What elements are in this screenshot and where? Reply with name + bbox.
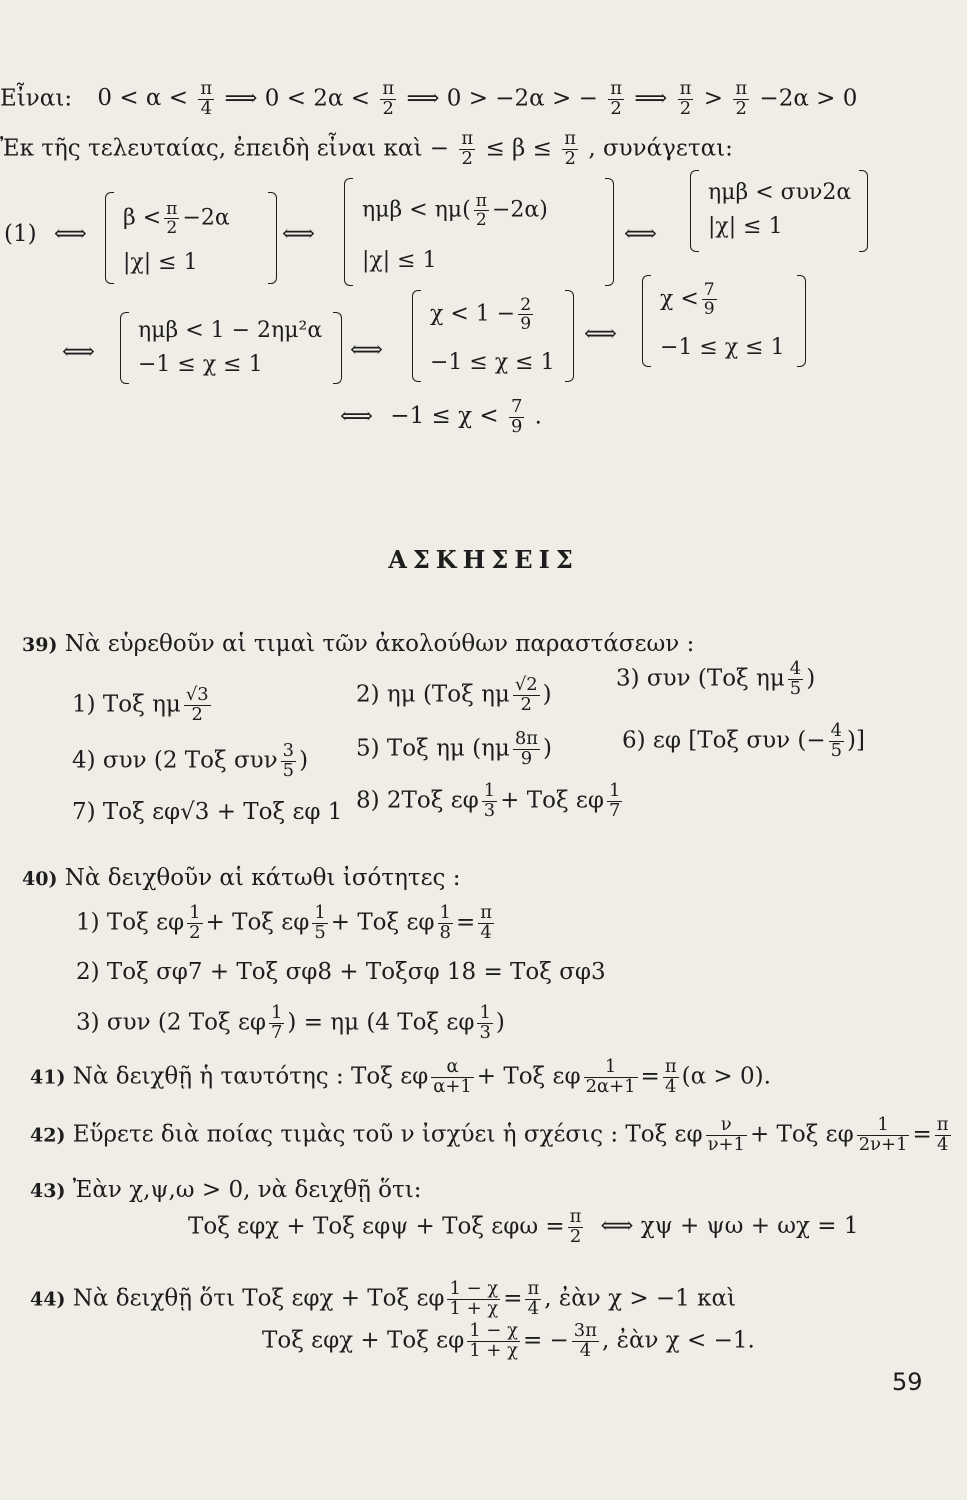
frac-pi-2: $\frac{\pi}{2}$ [382,78,395,119]
final-conclusion: ⟺ −1 ≤ χ < $\frac{7}{9}$ . [340,396,542,437]
ex39-item-8: 8) 2Τοξ εφ $\frac{1}{3}$ + Τοξ εφ $\frac{1}{7}$ [356,780,621,821]
exercise-42: 42) Εὕρετε διὰ ποίας τιμὰς τοῦ ν ἰσχύει ἡ σχέσις : Τοξ εφ $\frac{\nu}{\nu+1}$ + Τοξ εφ $\frac{1}{2\nu+1}$ = $\frac{\pi}{4}$ [30,1114,949,1155]
ex40-line-1: 1) Τοξ εφ $\frac{1}{2}$ + Τοξ εφ $\frac{1}{5}$ + Τοξ εφ $\frac{1}{8}$ = $\frac{\pi}{4}$ [76,902,493,943]
frac-pi-2: $\frac{\pi}{2}$ [610,78,622,119]
ineq-b: ⟹ 0 < 2α < [224,85,371,112]
equiv-arrow: ⟺ [282,221,315,247]
equiv-arrow: ⟺ [624,221,657,247]
ex40-line-3: 3) συν (2 Τοξ εφ $\frac{1}{7}$ ) = ημ (4 Τοξ εφ $\frac{1}{3}$ ) [76,1002,505,1043]
frac-pi-2: $\frac{\pi}{2}$ [735,78,748,119]
intro-label: Εἶναι: [0,85,73,112]
equiv-arrow: ⟺ [62,339,95,365]
ex39-item-3: 3) συν (Τοξ ημ $\frac{4}{5}$ ) [616,658,816,699]
ineq-c: ⟹ 0 > −2α > − [406,85,598,112]
intro-line-1 [0,80,857,119]
ineq-f: −2α > 0 [759,85,858,112]
gt: > [703,85,723,112]
frac-pi-4: $\frac{\pi}{4}$ [200,78,213,119]
page-number: 59 [892,1368,923,1396]
ex39-item-4: 4) συν (2 Τοξ συν $\frac{3}{5}$ ) [72,740,309,781]
system-label-1: (1) ⟺ [4,221,87,247]
implies: ⟹ [634,85,668,112]
exercise-43-title: 43) Ἐὰν χ,ψ,ω > 0, νὰ δειχθῇ ὅτι: [30,1177,422,1203]
ex39-item-6: 6) εφ [Τοξ συν (− $\frac{4}{5}$ )] [622,720,865,761]
exercise-40-title: 40) Νὰ δειχθοῦν αἱ κάτωθι ἰσότητες : [22,865,461,891]
ex44-line-2: Τοξ εφχ + Τοξ εφ $\frac{1 - \chi}{1 + \chi}$ = − $\frac{3\pi}{4}$ , ἐὰν χ < −1. [262,1320,755,1361]
equiv-arrow: ⟺ [350,337,383,363]
exercise-39-title: 39) Νὰ εὑρεθοῦν αἱ τιμαὶ τῶν ἀκολούθων παραστάσεων : [22,631,695,657]
system-1: β < $\frac{\pi}{2}$ −2α |χ| ≤ 1 [105,192,277,284]
exercise-44: 44) Νὰ δειχθῇ ὅτι Τοξ εφχ + Τοξ εφ $\frac{1 - \chi}{1 + \chi}$ = $\frac{\pi}{4}$ , ἐὰν χ > −1 καὶ [30,1278,737,1319]
ex39-item-2: 2) ημ (Τοξ ημ $\frac{√2}{2}$ ) [356,674,552,715]
system-5: χ < 1 − $\frac{2}{9}$ −1 ≤ χ ≤ 1 [412,290,574,382]
system-2: ημβ < ημ( $\frac{\pi}{2}$ −2α) |χ| ≤ 1 [344,178,614,286]
ex39-item-5: 5) Τοξ ημ (ημ $\frac{8\pi}{9}$ ) [356,728,553,769]
frac-pi-2: $\frac{\pi}{2}$ [461,128,474,169]
intro-line-2 [0,130,733,169]
ex43-line-1: Τοξ εφχ + Τοξ εφψ + Τοξ εφω = $\frac{\pi}{2}$ ⟺ χψ + ψω + ωχ = 1 [188,1206,859,1247]
ex39-item-1: 1) Τοξ ημ $\frac{√3}{2}$ [72,684,209,725]
ineq-a: 0 < α < [97,85,189,112]
frac-pi-2: $\frac{\pi}{2}$ [564,128,577,169]
system-4: ημβ < 1 − 2ημ²α −1 ≤ χ ≤ 1 [120,312,342,384]
beta-range: ≤ β ≤ [485,135,552,162]
ex39-item-7: 7) Τοξ εφ√3 + Τοξ εφ 1 [72,799,343,825]
system-3: ημβ < συν2α |χ| ≤ 1 [690,170,868,252]
system-6: χ < $\frac{7}{9}$ −1 ≤ χ ≤ 1 [642,275,806,367]
ex40-line-2: 2) Τοξ σφ7 + Τοξ σφ8 + Τοξσφ 18 = Τοξ σφ3 [76,959,606,985]
intro-text: Ἐκ τῆς τελευταίας, ἐπειδὴ εἶναι καὶ − [0,135,450,162]
equiv-arrow: ⟺ [584,321,617,347]
section-heading: ΑΣΚΗΣΕΙΣ [388,545,579,574]
exercise-41: 41) Νὰ δειχθῇ ἡ ταυτότης : Τοξ εφ $\frac{\alpha}{\alpha+1}$ + Τοξ εφ $\frac{1}{2\alpha+1}$ = $\frac{\pi}{4}$ (α > 0). [30,1056,771,1097]
intro-end: , συνάγεται: [588,135,733,162]
frac-pi-2: $\frac{\pi}{2}$ [679,78,692,119]
